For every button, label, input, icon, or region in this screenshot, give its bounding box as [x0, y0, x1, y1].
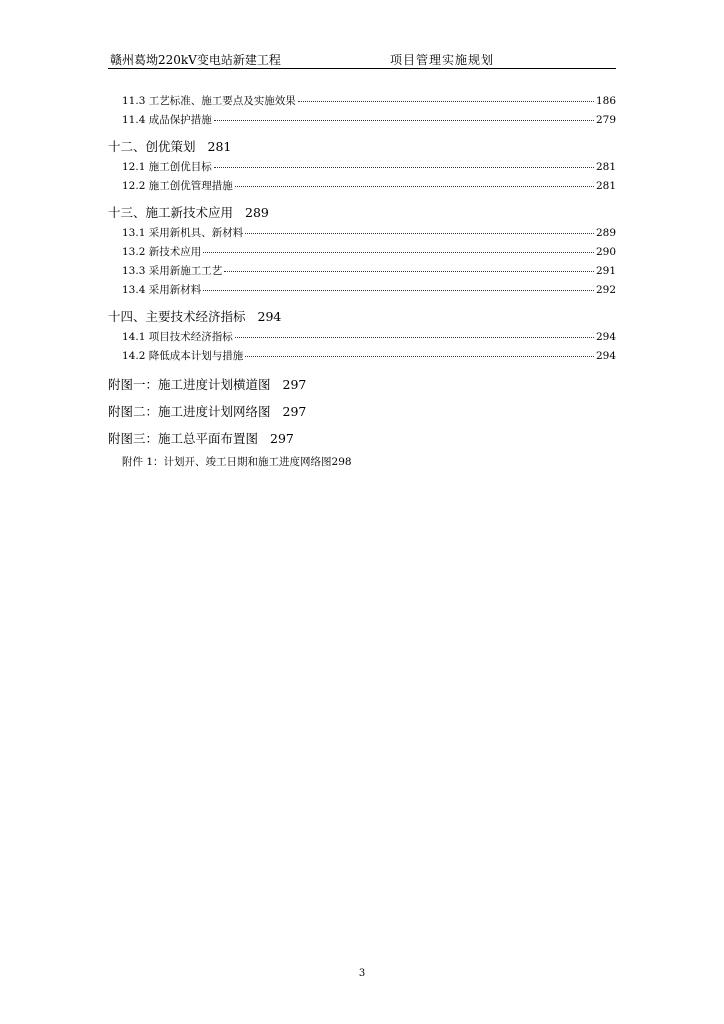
toc-entry-page: 291 — [595, 265, 616, 277]
toc-entry-title: 12.1 施工创优目标 — [122, 161, 212, 173]
toc-entry-title: 12.2 施工创优管理措施 — [122, 180, 233, 192]
toc-entry-title: 13.1 采用新机具、新材料 — [122, 227, 244, 239]
toc-dot-leader — [235, 186, 594, 187]
toc-entry[interactable] — [122, 159, 616, 178]
toc-entry[interactable] — [122, 225, 616, 244]
toc-dot-leader — [298, 101, 594, 102]
toc-entry-page: 279 — [595, 114, 616, 126]
toc-entry[interactable] — [122, 178, 616, 197]
toc-entry[interactable] — [122, 112, 616, 131]
toc-entry[interactable] — [108, 203, 616, 222]
toc-entry-page: 289 — [245, 205, 269, 220]
toc-entry-page: 297 — [270, 431, 294, 446]
toc-entry[interactable] — [122, 348, 616, 367]
toc-entry-page: 294 — [595, 350, 616, 362]
table-of-contents — [108, 93, 616, 473]
toc-entry[interactable] — [122, 282, 616, 301]
toc-dot-leader — [245, 356, 594, 357]
toc-dot-leader — [235, 337, 594, 338]
toc-entry[interactable] — [122, 454, 616, 473]
toc-entry-page: 294 — [595, 331, 616, 343]
header-project-title: 赣州葛坳220kV变电站新建工程 — [110, 53, 281, 67]
toc-entry-page: 186 — [595, 95, 616, 107]
toc-entry-page: 294 — [257, 309, 282, 324]
toc-entry[interactable] — [108, 375, 616, 394]
toc-entry-title: 附图一：施工进度计划横道图 — [108, 377, 271, 392]
toc-entry[interactable] — [108, 307, 616, 326]
toc-entry[interactable] — [108, 429, 616, 448]
toc-entry-title: 11.3 工艺标准、施工要点及实施效果 — [122, 95, 296, 107]
toc-entry-page: 281 — [595, 161, 616, 173]
toc-entry-page: 297 — [282, 377, 307, 392]
toc-entry[interactable] — [122, 329, 616, 348]
toc-dot-leader — [214, 167, 594, 168]
toc-entry[interactable] — [122, 244, 616, 263]
toc-entry-title: 13.2 新技术应用 — [122, 246, 202, 258]
toc-entry-page: 289 — [595, 227, 616, 239]
toc-dot-leader — [203, 290, 594, 291]
toc-entry-page: 298 — [331, 456, 352, 468]
toc-entry-title: 附件 1：计划开、竣工日期和施工进度网络图 — [122, 456, 332, 468]
toc-dot-leader — [203, 252, 594, 253]
toc-entry-title: 附图三：施工总平面布置图 — [108, 431, 259, 446]
toc-entry[interactable] — [108, 137, 616, 156]
toc-entry-title: 十四、主要技术经济指标 — [108, 309, 246, 324]
toc-entry-page: 290 — [595, 246, 616, 258]
toc-entry-page: 281 — [207, 139, 232, 154]
toc-entry[interactable] — [108, 402, 616, 421]
toc-entry-page: 281 — [595, 180, 616, 192]
toc-entry-title: 附图二：施工进度计划网络图 — [108, 404, 271, 419]
toc-entry-title: 13.3 采用新施工工艺 — [122, 265, 223, 277]
toc-entry[interactable] — [122, 93, 616, 112]
toc-entry-title: 十三、施工新技术应用 — [108, 205, 234, 220]
toc-dot-leader — [224, 271, 594, 272]
toc-entry-title: 11.4 成品保护措施 — [122, 114, 212, 126]
toc-entry-title: 14.1 项目技术经济指标 — [122, 331, 233, 343]
page-number: 3 — [358, 968, 366, 979]
header-document-title: 项目管理实施规划 — [390, 53, 495, 67]
toc-entry-title: 13.4 采用新材料 — [122, 284, 202, 296]
toc-dot-leader — [245, 233, 594, 234]
toc-entry-title: 14.2 降低成本计划与措施 — [122, 350, 244, 362]
toc-entry[interactable] — [122, 263, 616, 282]
toc-entry-page: 292 — [595, 284, 616, 296]
toc-entry-page: 297 — [282, 404, 307, 419]
toc-dot-leader — [214, 120, 594, 121]
toc-entry-title: 十二、创优策划 — [108, 139, 196, 154]
page-header — [108, 44, 616, 69]
